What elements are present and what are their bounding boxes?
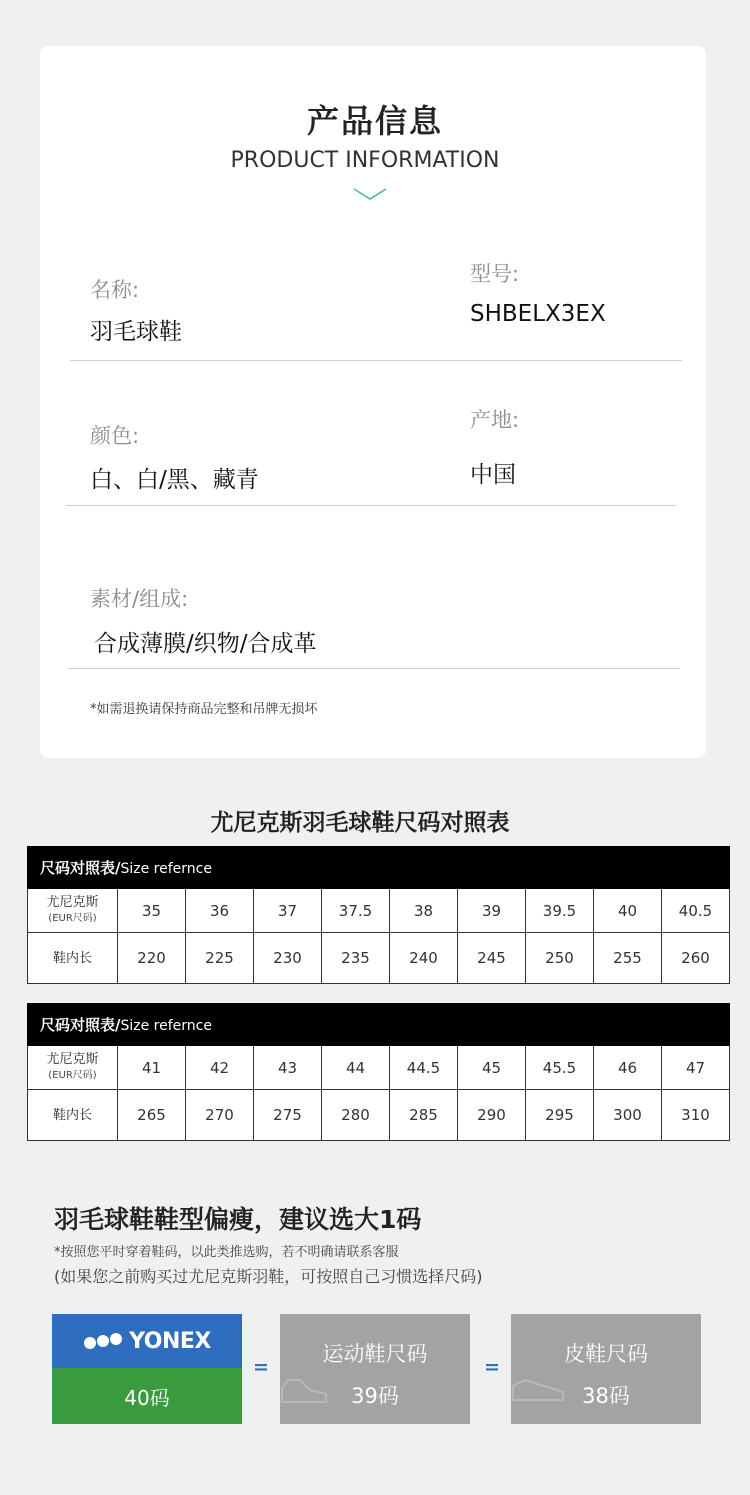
table-row: [28, 1090, 730, 1141]
eur-size-row-label: 尤尼克斯 (EUR尺码): [28, 889, 118, 933]
length-cell: 260: [662, 933, 730, 984]
color-label: 颜色:: [90, 424, 140, 448]
eur-size-cell: 45.5: [526, 1046, 594, 1090]
size-chart-title: 尤尼克斯羽毛球鞋尺码对照表: [210, 810, 510, 836]
origin-value: 中国: [470, 462, 516, 488]
length-cell: 230: [254, 933, 322, 984]
length-cell: 255: [594, 933, 662, 984]
length-cell: 270: [186, 1090, 254, 1141]
equals-sign: =: [253, 1356, 269, 1378]
table-row: [28, 1046, 730, 1090]
yonex-brand-text: YONEX: [129, 1328, 211, 1354]
length-cell: 245: [458, 933, 526, 984]
size-table-header-cn: 尺码对照表/: [40, 859, 121, 877]
eur-size-cell: 44.5: [390, 1046, 458, 1090]
length-cell: 220: [118, 933, 186, 984]
model-value: SHBELX3EX: [470, 301, 606, 327]
yonex-logo: [52, 1314, 242, 1368]
info-title-cn: 产品信息: [306, 102, 443, 140]
divider: [68, 668, 680, 669]
length-row-label: 鞋内长: [28, 1090, 118, 1141]
return-note: *如需退换请保持商品完整和吊牌无损坏: [90, 702, 318, 717]
size-table-header: [28, 1004, 730, 1046]
recommendation-note: *按照您平时穿着鞋码，以此类推选购，若不明确请联系客服: [54, 1245, 399, 1260]
sport-shoe-size-label: 运动鞋尺码: [322, 1342, 428, 1366]
color-value: 白、白/黑、藏青: [90, 467, 259, 493]
length-cell: 280: [322, 1090, 390, 1141]
eur-size-cell: 40: [594, 889, 662, 933]
size-table: [27, 1003, 730, 1141]
chevron-down-icon: [352, 186, 388, 202]
name-value: 羽毛球鞋: [90, 319, 182, 345]
name-label: 名称:: [90, 278, 140, 302]
table-row: [28, 889, 730, 933]
eur-size-cell: 40.5: [662, 889, 730, 933]
leather-shoe-size-label: 皮鞋尺码: [564, 1342, 648, 1366]
size-table-header-cn: 尺码对照表/: [40, 1016, 121, 1034]
length-cell: 300: [594, 1090, 662, 1141]
eur-size-cell: 37.5: [322, 889, 390, 933]
eur-size-cell: 37: [254, 889, 322, 933]
length-row-label: 鞋内长: [28, 933, 118, 984]
yonex-logo-icon: [83, 1331, 123, 1351]
size-table-header: [28, 847, 730, 889]
length-cell: 275: [254, 1090, 322, 1141]
size-table-header-en: Size refernce: [120, 1018, 212, 1034]
yonex-size-value: 40码: [52, 1368, 242, 1424]
material-value: 合成薄膜/织物/合成革: [94, 631, 317, 657]
model-label: 型号:: [470, 262, 520, 286]
eur-size-cell: 38: [390, 889, 458, 933]
eur-size-cell: 39: [458, 889, 526, 933]
eur-size-cell: 43: [254, 1046, 322, 1090]
table-row: [28, 933, 730, 984]
eur-size-cell: 36: [186, 889, 254, 933]
length-cell: 250: [526, 933, 594, 984]
sport-shoe-size-value: 39码: [351, 1384, 399, 1408]
length-cell: 240: [390, 933, 458, 984]
divider: [70, 360, 682, 361]
eur-size-cell: 44: [322, 1046, 390, 1090]
eur-size-cell: 45: [458, 1046, 526, 1090]
equals-sign: =: [484, 1356, 500, 1378]
divider: [66, 505, 676, 506]
material-label: 素材/组成:: [90, 587, 189, 611]
size-table-header-en: Size refernce: [120, 861, 212, 877]
eur-size-cell: 39.5: [526, 889, 594, 933]
size-table: [27, 846, 730, 984]
recommendation-note-2: (如果您之前购买过尤尼克斯羽鞋，可按照自己习惯选择尺码): [54, 1267, 483, 1286]
eur-size-cell: 42: [186, 1046, 254, 1090]
origin-label: 产地:: [470, 408, 520, 432]
recommendation-title: 羽毛球鞋鞋型偏瘦，建议选大1码: [54, 1205, 422, 1234]
eur-size-cell: 47: [662, 1046, 730, 1090]
eur-size-cell: 35: [118, 889, 186, 933]
eur-size-cell: 41: [118, 1046, 186, 1090]
eur-size-cell: 46: [594, 1046, 662, 1090]
eur-size-row-label: 尤尼克斯 (EUR尺码): [28, 1046, 118, 1090]
length-cell: 295: [526, 1090, 594, 1141]
length-cell: 265: [118, 1090, 186, 1141]
sport-shoe-size-box: [280, 1314, 470, 1424]
length-cell: 290: [458, 1090, 526, 1141]
length-cell: 225: [186, 933, 254, 984]
leather-shoe-size-value: 38码: [582, 1384, 630, 1408]
yonex-size-box: [52, 1314, 242, 1424]
leather-shoe-size-box: [511, 1314, 701, 1424]
length-cell: 310: [662, 1090, 730, 1141]
length-cell: 285: [390, 1090, 458, 1141]
info-title-en: PRODUCT INFORMATION: [230, 148, 500, 173]
length-cell: 235: [322, 933, 390, 984]
